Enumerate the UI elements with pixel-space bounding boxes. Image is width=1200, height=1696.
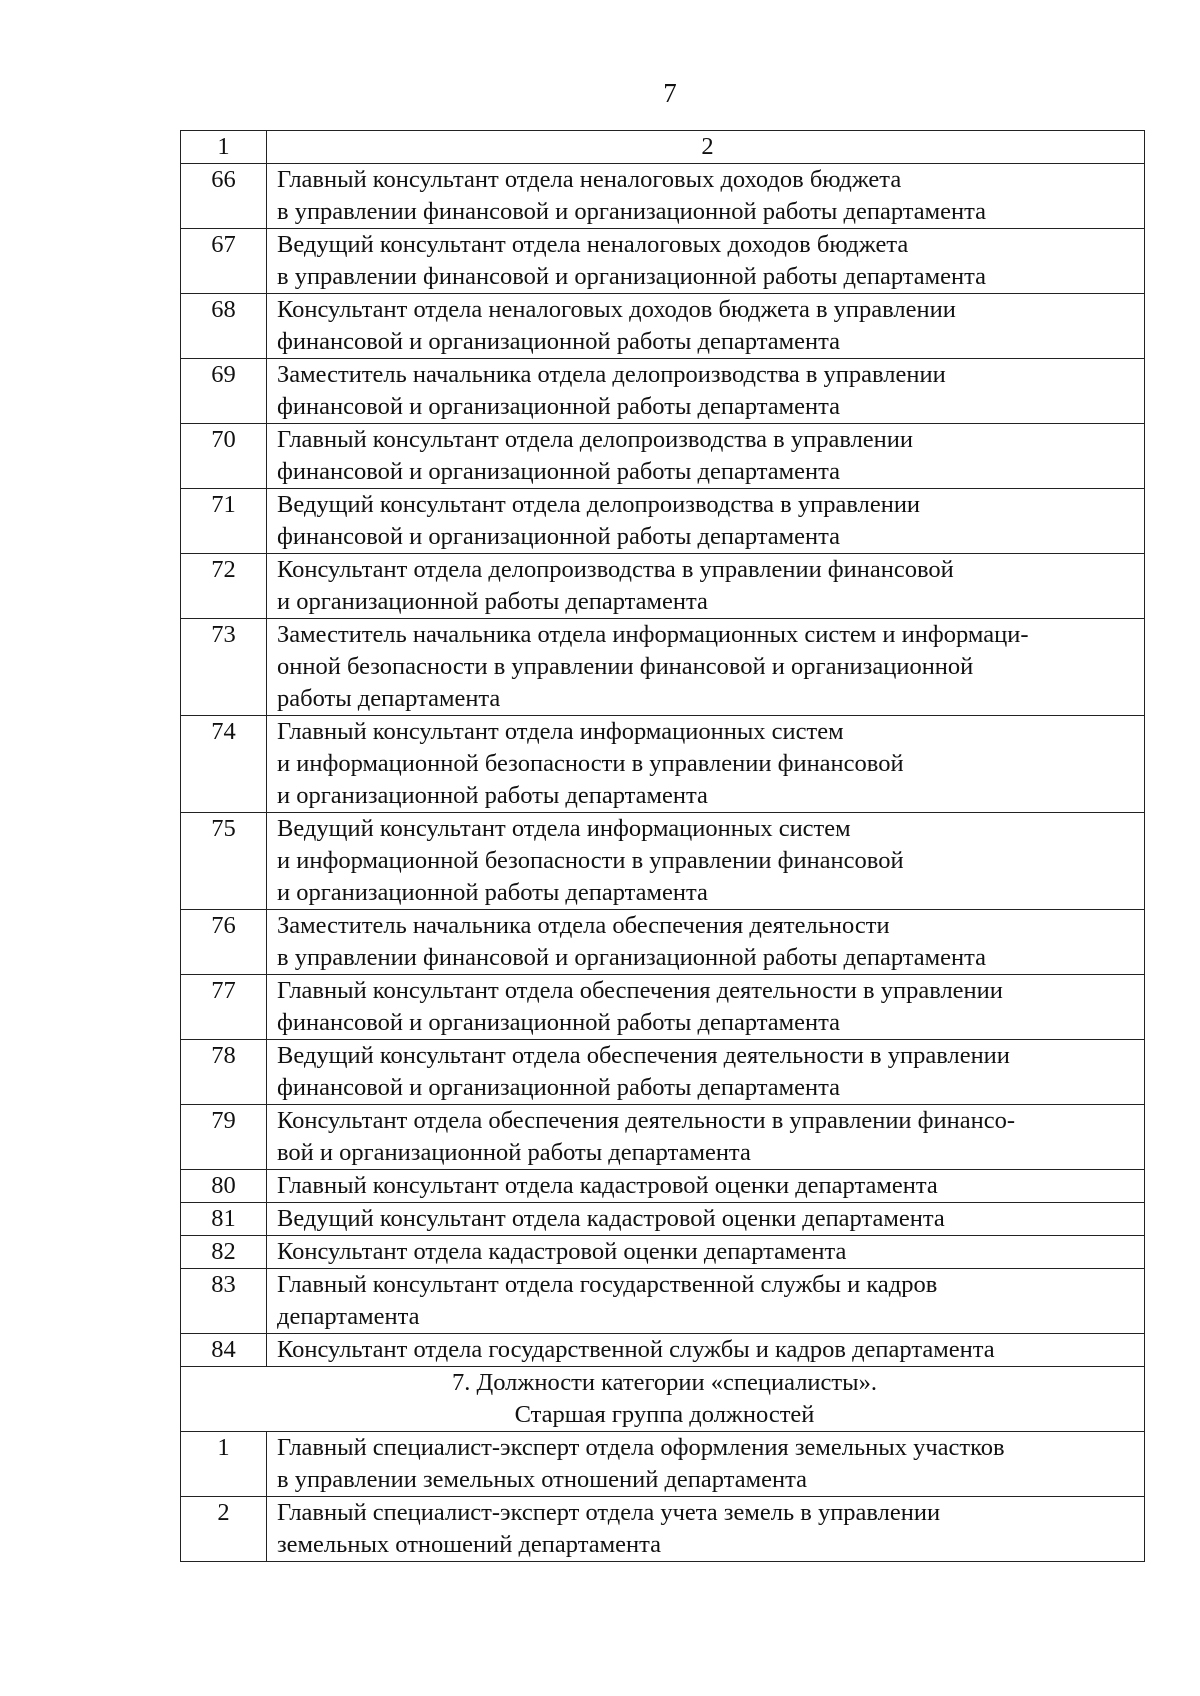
- position-title: Консультант отдела делопроизводства в управлении финансовой и организационной работы департамента: [267, 554, 1145, 619]
- table-row: [181, 554, 1145, 619]
- row-number: 66: [181, 164, 267, 229]
- position-title: Заместитель начальника отдела обеспечения деятельности в управлении финансовой и организационной работы департамента: [267, 910, 1145, 975]
- row-number: 83: [181, 1269, 267, 1334]
- row-number: 71: [181, 489, 267, 554]
- position-title: Консультант отдела неналоговых доходов бюджета в управлении финансовой и организационной работы департамента: [267, 294, 1145, 359]
- position-title: Главный консультант отдела делопроизводства в управлении финансовой и организационной работы департамента: [267, 424, 1145, 489]
- positions-table: [180, 130, 1145, 1562]
- table-row: [181, 359, 1145, 424]
- position-title: Ведущий консультант отдела информационных систем и информационной безопасности в управлении финансовой и организационной работы департамента: [267, 813, 1145, 910]
- table-row: [181, 1334, 1145, 1367]
- position-title: Консультант отдела обеспечения деятельности в управлении финансо- вой и организационной работы департамента: [267, 1105, 1145, 1170]
- row-number: 76: [181, 910, 267, 975]
- table-row: [181, 1170, 1145, 1203]
- row-number: 69: [181, 359, 267, 424]
- section-heading: 7. Должности категории «специалисты». Старшая группа должностей: [181, 1367, 1145, 1432]
- position-title: Заместитель начальника отдела делопроизводства в управлении финансовой и организационной работы департамента: [267, 359, 1145, 424]
- table-header-row: [181, 131, 1145, 164]
- table-row: [181, 619, 1145, 716]
- position-title: Главный специалист-эксперт отдела оформления земельных участков в управлении земельных отношений департамента: [267, 1432, 1145, 1497]
- table-row: [181, 1203, 1145, 1236]
- table-row: [181, 424, 1145, 489]
- position-title: Заместитель начальника отдела информационных систем и информаци- онной безопасности в управлении финансовой и организационной работы департамента: [267, 619, 1145, 716]
- position-title: Главный консультант отдела кадастровой оценки департамента: [267, 1170, 1145, 1203]
- position-title: Главный консультант отдела обеспечения деятельности в управлении финансовой и организационной работы департамента: [267, 975, 1145, 1040]
- row-number: 1: [181, 1432, 267, 1497]
- row-number: 80: [181, 1170, 267, 1203]
- position-title: Ведущий консультант отдела обеспечения деятельности в управлении финансовой и организационной работы департамента: [267, 1040, 1145, 1105]
- row-number: 70: [181, 424, 267, 489]
- position-title: Консультант отдела кадастровой оценки департамента: [267, 1236, 1145, 1269]
- row-number: 68: [181, 294, 267, 359]
- table-row: [181, 813, 1145, 910]
- page-number: 7: [663, 78, 677, 108]
- row-number: 67: [181, 229, 267, 294]
- row-number: 74: [181, 716, 267, 813]
- header-col-2: 2: [267, 131, 1145, 164]
- table-row: [181, 1236, 1145, 1269]
- table-row: [181, 489, 1145, 554]
- table-row: [181, 1269, 1145, 1334]
- position-title: Ведущий консультант отдела делопроизводства в управлении финансовой и организационной работы департамента: [267, 489, 1145, 554]
- table-row: [181, 1040, 1145, 1105]
- row-number: 84: [181, 1334, 267, 1367]
- table-row: [181, 910, 1145, 975]
- position-title: Главный консультант отдела государственной службы и кадров департамента: [267, 1269, 1145, 1334]
- row-number: 75: [181, 813, 267, 910]
- table-row: [181, 1432, 1145, 1497]
- position-title: Ведущий консультант отдела неналоговых доходов бюджета в управлении финансовой и организационной работы департамента: [267, 229, 1145, 294]
- row-number: 78: [181, 1040, 267, 1105]
- row-number: 79: [181, 1105, 267, 1170]
- position-title: Главный специалист-эксперт отдела учета земель в управлении земельных отношений департамента: [267, 1497, 1145, 1562]
- row-number: 72: [181, 554, 267, 619]
- row-number: 73: [181, 619, 267, 716]
- position-title: Главный консультант отдела неналоговых доходов бюджета в управлении финансовой и организационной работы департамента: [267, 164, 1145, 229]
- table-row: [181, 164, 1145, 229]
- table-row: [181, 294, 1145, 359]
- position-title: Главный консультант отдела информационных систем и информационной безопасности в управлении финансовой и организационной работы департамента: [267, 716, 1145, 813]
- table-row: [181, 1497, 1145, 1562]
- table-row: [181, 975, 1145, 1040]
- header-col-1: 1: [181, 131, 267, 164]
- table-row: [181, 1105, 1145, 1170]
- position-title: Ведущий консультант отдела кадастровой оценки департамента: [267, 1203, 1145, 1236]
- table-row: [181, 229, 1145, 294]
- row-number: 2: [181, 1497, 267, 1562]
- row-number: 77: [181, 975, 267, 1040]
- position-title: Консультант отдела государственной службы и кадров департамента: [267, 1334, 1145, 1367]
- table-row: [181, 716, 1145, 813]
- row-number: 82: [181, 1236, 267, 1269]
- section-heading-row: [181, 1367, 1145, 1432]
- row-number: 81: [181, 1203, 267, 1236]
